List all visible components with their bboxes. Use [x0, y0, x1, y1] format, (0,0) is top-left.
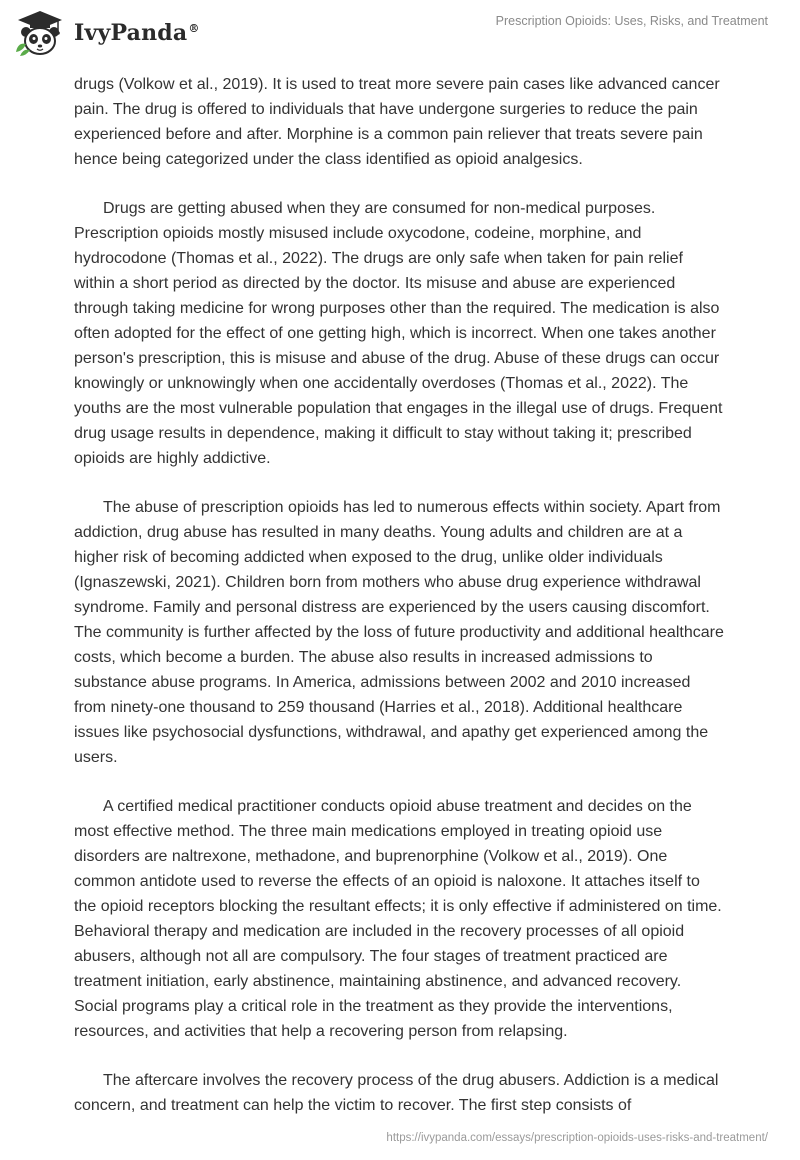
- panda-graduate-icon: [14, 8, 66, 58]
- essay-body: [74, 72, 726, 1142]
- paragraph-aftercare: The aftercare involves the recovery process of the drug abusers. Addiction is a medical concern, and treatment can help the victim to recover. The first step consists of: [74, 1072, 719, 1114]
- page-header: [0, 0, 800, 70]
- paragraph-treatment: A certified medical practitioner conducts opioid abuse treatment and decides on the most effective method. The three main medications employed in treating opioid use disorders are naltrexone, methadone, and buprenorphine (Volkow et al., 2019). One common antidote used to reverse the effects of an opioid is naloxone. It attaches itself to the opioid receptors blocking the resultant effects; it is only effective if administered on time. Behavioral therapy and medication are included in the recovery processes of all opioid abusers, although not all are compulsory. The four stages of treatment practiced are treatment initiation, early abstinence, maintaining abstinence, and advanced recovery. Social programs play a critical role in the treatment as they provide the interventions, resources, and activities that help a recovering person from relapsing.: [74, 798, 722, 1040]
- brand-name-text: IvyPanda: [74, 20, 188, 46]
- ivypanda-logo[interactable]: [14, 8, 200, 58]
- source-url[interactable]: https://ivypanda.com/essays/prescription-opioids-uses-risks-and-treatment/: [386, 1132, 768, 1144]
- registered-mark: ®: [188, 21, 200, 35]
- brand-name: [74, 20, 200, 46]
- paragraph-misuse: Drugs are getting abused when they are consumed for non-medical purposes. Prescription opioids mostly misused include oxycodone, codeine, morphine, and hydrocodone (Thomas et al., 2022). The drugs are only safe when taken for pain relief within a short period as directed by the doctor. Its misuse and abuse are experienced through taking medicine for wrong purposes other than the required. The medication is also often adopted for the effect of one getting high, which is incorrect. When one takes another person's prescription, this is misuse and abuse of the drug. Abuse of these drugs can occur knowingly or unknowingly when one accidentally overdoses (Thomas et al., 2022). The youths are the most vulnerable population that engages in the illegal use of drugs. Frequent drug usage results in dependence, making it difficult to stay without taking it; prescribed opioids are highly addictive.: [74, 200, 723, 467]
- paragraph-continuation: drugs (Volkow et al., 2019). It is used to treat more severe pain cases like advanced cancer pain. The drug is offered to individuals that have undergone surgeries to reduce the pain experienced before and after. Morphine is a common pain reliever that treats severe pain hence being categorized under the class identified as opioid analgesics.: [74, 76, 720, 168]
- paragraph-effects: The abuse of prescription opioids has led to numerous effects within society. Apart from addiction, drug abuse has resulted in many deaths. Young adults and children are at a higher risk of becoming addicted when exposed to the drug, unlike older individuals (Ignaszewski, 2021). Children born from mothers who abuse drug experience withdrawal syndrome. Family and personal distress are experienced by the users causing discomfort. The community is further affected by the loss of future productivity and additional healthcare costs, which become a burden. The abuse also results in increased admissions to substance abuse programs. In America, admissions between 2002 and 2010 increased from ninety-one thousand to 259 thousand (Harries et al., 2018). Additional healthcare issues like psychosocial dysfunctions, withdrawal, and apathy get experienced among the users.: [74, 499, 724, 766]
- document-title: Prescription Opioids: Uses, Risks, and Treatment: [495, 14, 768, 28]
